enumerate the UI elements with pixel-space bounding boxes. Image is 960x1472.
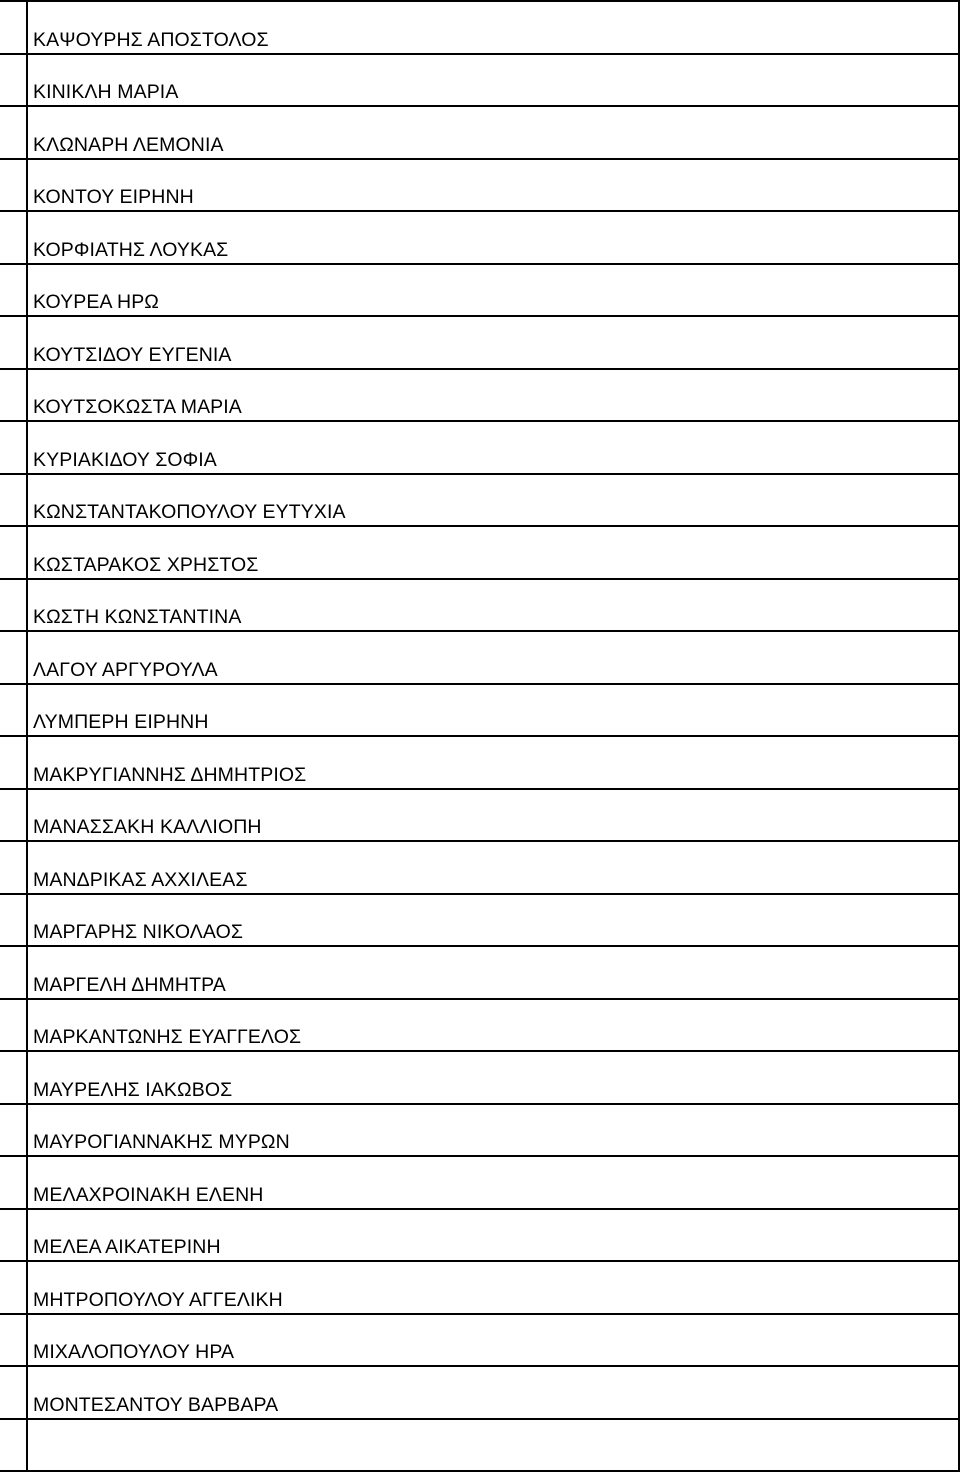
- table-row: [0, 159, 959, 212]
- index-cell: [0, 1261, 27, 1314]
- table-row: [0, 106, 959, 159]
- name-cell: ΜΑΡΓΑΡΗΣ ΝΙΚΟΛΑΟΣ: [27, 894, 959, 947]
- table-row: [0, 579, 959, 632]
- index-cell: [0, 369, 27, 422]
- index-cell: [0, 946, 27, 999]
- name-cell: ΚΟΝΤΟΥ ΕΙΡΗΝΗ: [27, 159, 959, 212]
- index-cell: [0, 684, 27, 737]
- index-cell: [0, 211, 27, 264]
- table-row: [0, 316, 959, 369]
- name-cell: ΜΑΝΔΡΙΚΑΣ ΑΧΧΙΛΕΑΣ: [27, 841, 959, 894]
- table-row: [0, 1314, 959, 1367]
- table-row: [0, 1366, 959, 1419]
- index-cell: [0, 1104, 27, 1157]
- table-row: [0, 789, 959, 842]
- name-cell: ΜΕΛΕΑ ΑΙΚΑΤΕΡΙΝΗ: [27, 1209, 959, 1262]
- table-row: [0, 211, 959, 264]
- table-row: [0, 264, 959, 317]
- table-row: [0, 1209, 959, 1262]
- name-cell: [27, 1419, 959, 1472]
- table-row: [0, 1, 959, 54]
- table-row: [0, 526, 959, 579]
- name-cell: ΚΛΩΝΑΡΗ ΛΕΜΟΝΙΑ: [27, 106, 959, 159]
- table-row: [0, 1104, 959, 1157]
- index-cell: [0, 1051, 27, 1104]
- name-cell: ΚΟΥΡΕΑ ΗΡΩ: [27, 264, 959, 317]
- index-cell: [0, 474, 27, 527]
- index-cell: [0, 106, 27, 159]
- index-cell: [0, 1209, 27, 1262]
- table-row: [0, 369, 959, 422]
- index-cell: [0, 841, 27, 894]
- table-row: [0, 1419, 959, 1472]
- name-cell: ΜΟΝΤΕΣΑΝΤΟΥ ΒΑΡΒΑΡΑ: [27, 1366, 959, 1419]
- index-cell: [0, 894, 27, 947]
- name-cell: ΜΙΧΑΛΟΠΟΥΛΟΥ ΗΡΑ: [27, 1314, 959, 1367]
- name-cell: ΜΑΝΑΣΣΑΚΗ ΚΑΛΛΙΟΠΗ: [27, 789, 959, 842]
- name-cell: ΛΑΓΟΥ ΑΡΓΥΡΟΥΛΑ: [27, 631, 959, 684]
- name-cell: ΚΙΝΙΚΛΗ ΜΑΡΙΑ: [27, 54, 959, 107]
- name-cell: ΚΩΣΤΑΡΑΚΟΣ ΧΡΗΣΤΟΣ: [27, 526, 959, 579]
- name-cell: ΚΩΝΣΤΑΝΤΑΚΟΠΟΥΛΟΥ ΕΥΤΥΧΙΑ: [27, 474, 959, 527]
- index-cell: [0, 789, 27, 842]
- index-cell: [0, 736, 27, 789]
- table-row: [0, 736, 959, 789]
- name-cell: ΚΩΣΤΗ ΚΩΝΣΤΑΝΤΙΝΑ: [27, 579, 959, 632]
- index-cell: [0, 1366, 27, 1419]
- table-row: [0, 999, 959, 1052]
- index-cell: [0, 316, 27, 369]
- name-cell: ΜΑΡΚΑΝΤΩΝΗΣ ΕΥΑΓΓΕΛΟΣ: [27, 999, 959, 1052]
- index-cell: [0, 264, 27, 317]
- name-cell: ΚΟΥΤΣΟΚΩΣΤΑ ΜΑΡΙΑ: [27, 369, 959, 422]
- index-cell: [0, 1156, 27, 1209]
- table-row: [0, 421, 959, 474]
- name-cell: ΚΟΡΦΙΑΤΗΣ ΛΟΥΚΑΣ: [27, 211, 959, 264]
- index-cell: [0, 1419, 27, 1472]
- table-row: [0, 54, 959, 107]
- name-cell: ΜΑΚΡΥΓΙΑΝΝΗΣ ΔΗΜΗΤΡΙΟΣ: [27, 736, 959, 789]
- index-cell: [0, 421, 27, 474]
- table-row: [0, 684, 959, 737]
- table-row: [0, 474, 959, 527]
- index-cell: [0, 1, 27, 54]
- table-row: [0, 1156, 959, 1209]
- names-table-body: [0, 1, 959, 1471]
- index-cell: [0, 526, 27, 579]
- table-row: [0, 631, 959, 684]
- name-cell: ΚΥΡΙΑΚΙΔΟΥ ΣΟΦΙΑ: [27, 421, 959, 474]
- name-cell: ΜΑΥΡΕΛΗΣ ΙΑΚΩΒΟΣ: [27, 1051, 959, 1104]
- name-cell: ΚΑΨΟΥΡΗΣ ΑΠΟΣΤΟΛΟΣ: [27, 1, 959, 54]
- name-cell: ΛΥΜΠΕΡΗ ΕΙΡΗΝΗ: [27, 684, 959, 737]
- name-cell: ΚΟΥΤΣΙΔΟΥ ΕΥΓΕΝΙΑ: [27, 316, 959, 369]
- index-cell: [0, 579, 27, 632]
- name-cell: ΜΗΤΡΟΠΟΥΛΟΥ ΑΓΓΕΛΙΚΗ: [27, 1261, 959, 1314]
- index-cell: [0, 631, 27, 684]
- index-cell: [0, 1314, 27, 1367]
- name-cell: ΜΑΡΓΕΛΗ ΔΗΜΗΤΡΑ: [27, 946, 959, 999]
- table-row: [0, 894, 959, 947]
- index-cell: [0, 54, 27, 107]
- table-row: [0, 1051, 959, 1104]
- index-cell: [0, 159, 27, 212]
- table-row: [0, 946, 959, 999]
- table-row: [0, 841, 959, 894]
- name-cell: ΜΑΥΡΟΓΙΑΝΝΑΚΗΣ ΜΥΡΩΝ: [27, 1104, 959, 1157]
- name-cell: ΜΕΛΑΧΡΟΙΝΑΚΗ ΕΛΕΝΗ: [27, 1156, 959, 1209]
- table-row: [0, 1261, 959, 1314]
- index-cell: [0, 999, 27, 1052]
